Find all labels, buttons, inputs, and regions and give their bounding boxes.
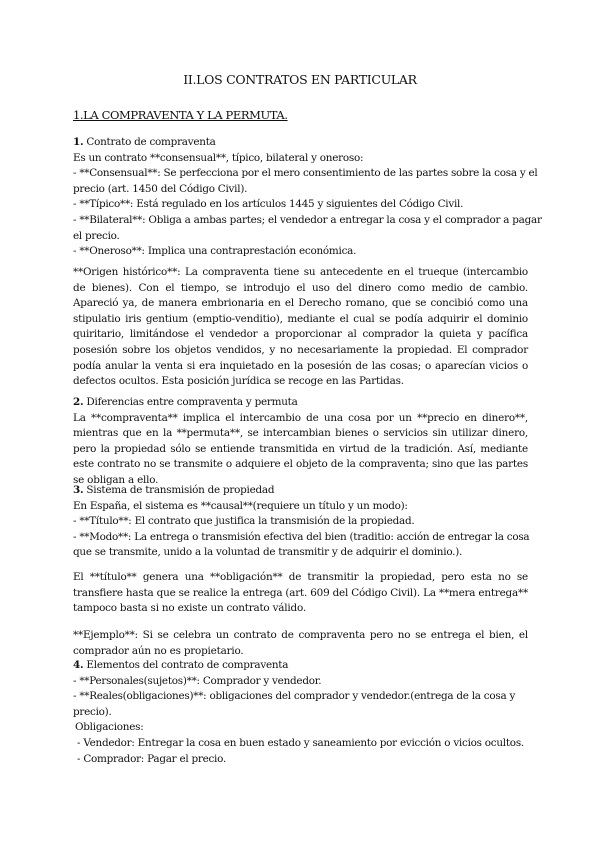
text-line: que se transmite, unido a la voluntad de transmitir y de adquirir el dominio.). [73,546,463,559]
bullet-line: - Comprador: Pagar el precio. [77,752,227,765]
bullet-line: - **Consensual**: Se perfecciona por el mero consentimiento de las partes sobre la cosa y el [73,167,538,180]
section-diferencias [73,395,528,489]
subsection-title: Contrato de compraventa [83,136,216,148]
bullet-line: - **Título**: El contrato que justifica la transmisión de la propiedad. [73,515,415,528]
section-elementos [73,658,528,767]
subsection-number: 2. [73,396,84,408]
paragraph-titulo: El **título** genera una **obligación** de transmitir la propiedad, pero esta no se transfiere hasta que se realice la entrega (art. 609 del Código Civil). La **mera entrega** tampoco basta si no existe un contrato válido. [73,571,528,615]
bullet-line: - **Oneroso**: Implica una contraprestación económica. [73,245,357,258]
bullet-line: - Vendedor: Entregar la cosa en buen estado y saneamiento por evicción o vicios ocultos. [77,736,524,749]
subsection-number: 1. [73,136,84,148]
subsection-title: Elementos del contrato de compraventa [83,659,289,671]
text-line: precio). [73,705,112,718]
paragraph-diferencias: La **compraventa** implica el intercambio de una cosa por un **precio en dinero**, mientras que en la **permuta**, se intercambian bienes o servicios sin utilizar dinero, pero la propiedad sólo se entiende transmitida en virtud de la tradición. Así, mediante este contrato no se transmite o adquiere el objeto de la compraventa; sino que las partes se obligan a ello. [73,411,528,486]
subsection-heading [73,483,528,499]
bullet-line: - **Modo**: La entrega o transmisión efectiva del bien (traditio: acción de entregar la cosa [73,530,530,543]
text-line: precio (art. 1450 del Código Civil). [73,182,248,195]
section-transmision [73,483,528,561]
text-line: Obligaciones: [75,721,144,734]
subsection-title: Diferencias entre compraventa y permuta [83,396,298,408]
subsection-number: 4. [73,659,84,671]
subsection-number: 3. [73,484,84,496]
paragraph-ejemplo: **Ejemplo**: Si se celebra un contrato de compraventa pero no se entrega el bien, el comprador aún no es propietario. [73,629,528,657]
bullet-line: - **Típico**: Está regulado en los artículos 1445 y siguientes del Código Civil. [73,198,464,211]
document-title: II.LOS CONTRATOS EN PARTICULAR [183,72,417,87]
bullet-line: - **Reales(obligaciones)**: obligaciones del comprador y vendedor.(entrega de la cosa y [73,690,516,703]
subsection-heading [73,395,528,411]
bullet-line: - **Bilateral**: Obliga a ambas partes; el vendedor a entregar la cosa y el comprador a pagar [73,213,542,226]
text-line: el precio. [73,229,120,242]
section-heading: 1.LA COMPRAVENTA Y LA PERMUTA. [73,108,288,122]
subsection-heading [73,135,528,151]
bullet-line: - **Personales(sujetos)**: Comprador y vendedor. [73,674,322,687]
subsection-title: Sistema de transmisión de propiedad [83,484,275,496]
subsection-heading [73,658,528,674]
text-line: En España, el sistema es **causal**(requiere un título y un modo): [73,499,408,512]
section-contrato-compraventa [73,135,542,260]
text-line: Es un contrato **consensual**, típico, bilateral y oneroso: [73,151,364,164]
paragraph-origen-historico: **Origen histórico**: La compraventa tiene su antecedente en el trueque (intercambio de bienes). Con el tiempo, se introdujo el uso del dinero como medio de cambio. Apareció ya, de manera embrionaria en el Derecho romano, que se concibió como una stipulatio iris gentium (emptio-venditio), mediante el cual se podía adquirir el dominio quiritario, limitándose el vendedor a proporcionar al comprador la quieta y pacífica posesión sobre los objetos vendidos, y no necesariamente la propiedad. El comprador podía anular la venta si era inquietado en la posesión de las cosas; o aparecían vicios o defectos ocultos. Esta posición jurídica se recoge en las Partidas. [73,266,528,388]
